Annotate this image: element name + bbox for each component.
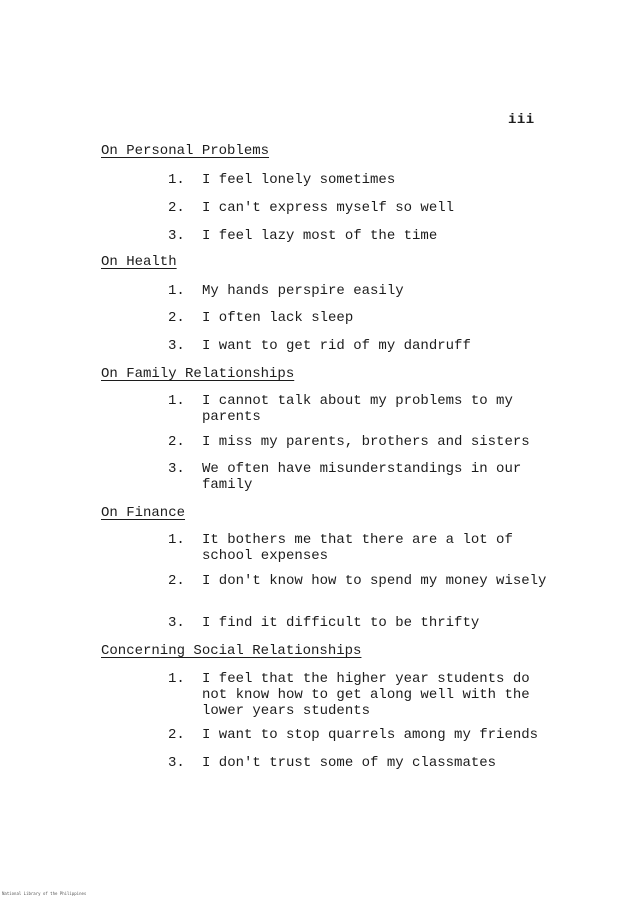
item-text: I want to stop quarrels among my friends — [202, 727, 539, 743]
item-text: I don't trust some of my classmates — [202, 755, 497, 771]
section-heading-personal-problems: On Personal Problems — [101, 143, 270, 159]
section-heading-finance: On Finance — [101, 505, 186, 521]
item-number: 3. — [168, 338, 185, 354]
item-number: 2. — [168, 200, 185, 216]
item-text: We often have misunderstandings in our family — [202, 461, 522, 493]
item-number: 3. — [168, 461, 185, 477]
item-number: 2. — [168, 727, 185, 743]
item-text: I can't express myself so well — [202, 200, 455, 216]
item-text: I cannot talk about my problems to my parents — [202, 393, 513, 425]
item-number: 1. — [168, 172, 185, 188]
item-number: 2. — [168, 310, 185, 326]
item-number: 1. — [168, 532, 185, 548]
item-text: I want to get rid of my dandruff — [202, 338, 471, 354]
item-text: I feel lonely sometimes — [202, 172, 396, 188]
item-text: I feel lazy most of the time — [202, 228, 438, 244]
item-number: 2. — [168, 434, 185, 450]
item-number: 3. — [168, 228, 185, 244]
section-heading-health: On Health — [101, 254, 177, 270]
item-text: I miss my parents, brothers and sisters — [202, 434, 530, 450]
item-number: 2. — [168, 573, 185, 589]
page-number: iii — [508, 112, 535, 128]
item-number: 1. — [168, 393, 185, 409]
item-number: 1. — [168, 671, 185, 687]
item-number: 3. — [168, 755, 185, 771]
item-text: I often lack sleep — [202, 310, 354, 326]
section-heading-family-relationships: On Family Relationships — [101, 366, 295, 382]
item-text: I don't know how to spend my money wisely — [202, 573, 547, 589]
item-number: 1. — [168, 283, 185, 299]
item-text: I feel that the higher year students do not know how to get along well with the lower years students — [202, 671, 530, 719]
library-footer: National Library of the Philippines — [2, 891, 87, 896]
item-text: It bothers me that there are a lot of school expenses — [202, 532, 513, 564]
item-number: 3. — [168, 615, 185, 631]
item-text: I find it difficult to be thrifty — [202, 615, 480, 631]
item-text: My hands perspire easily — [202, 283, 404, 299]
section-heading-social-relationships: Concerning Social Relationships — [101, 643, 362, 659]
